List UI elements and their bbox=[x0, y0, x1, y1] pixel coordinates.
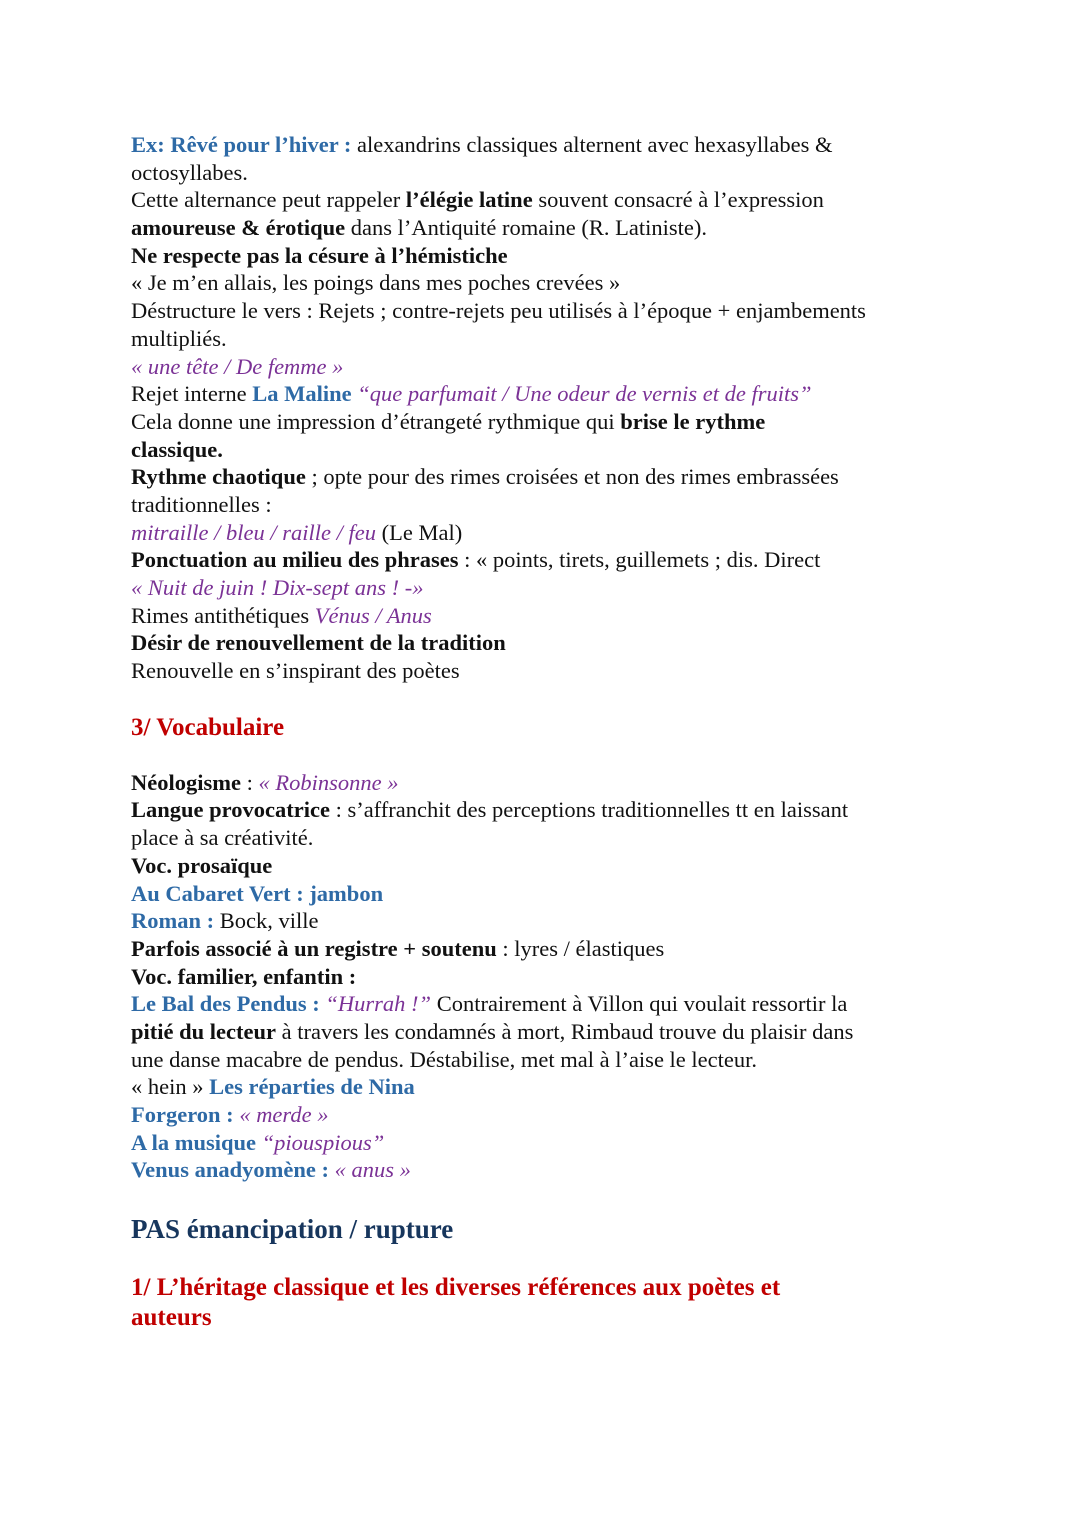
text-line bbox=[131, 769, 961, 797]
poem-title: Au Cabaret Vert : jambon bbox=[131, 880, 384, 906]
text-run: place à sa créativité. bbox=[131, 825, 314, 851]
text-line bbox=[131, 546, 961, 574]
quotation: Vénus / Anus bbox=[314, 602, 432, 628]
text-run: souvent consacré à l’expression bbox=[532, 187, 824, 213]
text-line bbox=[131, 796, 961, 824]
quotation: « Nuit de juin ! Dix-sept ans ! -» bbox=[131, 575, 424, 600]
text-line bbox=[131, 380, 961, 408]
poem-title: La Maline bbox=[252, 381, 352, 407]
text-line bbox=[131, 131, 961, 159]
text-run: Rimes antithétiques bbox=[131, 602, 315, 628]
text-line bbox=[131, 519, 961, 547]
text-run: « Je m’en allais, les poings dans mes poches crevées » bbox=[131, 270, 621, 296]
section-heading-vocabulaire: 3/ Vocabulaire bbox=[131, 713, 285, 741]
quotation: « Robinsonne » bbox=[258, 769, 399, 795]
section-heading-emancipation: PAS émancipation / rupture bbox=[131, 1214, 454, 1245]
text-run: Cette alternance peut rappeler bbox=[131, 187, 406, 213]
text-line bbox=[131, 1101, 961, 1129]
bold-text: classique. bbox=[131, 436, 223, 462]
text-run: multipliés. bbox=[131, 325, 227, 351]
text-line bbox=[131, 657, 961, 685]
text-line bbox=[131, 1156, 961, 1184]
section-heading-heritage bbox=[131, 1273, 961, 1333]
bold-text: Désir de renouvellement de la tradition bbox=[131, 630, 506, 656]
text-run: traditionnelles : bbox=[131, 491, 272, 517]
poem-title: Forgeron : bbox=[131, 1102, 234, 1127]
poem-title: Le Bal des Pendus : bbox=[131, 991, 320, 1017]
text-line bbox=[131, 408, 961, 436]
text-run: ; opte pour des rimes croisées et non des rimes embrassées bbox=[305, 464, 839, 490]
text-line bbox=[131, 463, 961, 491]
text-line bbox=[131, 935, 961, 963]
text-line bbox=[131, 1073, 961, 1101]
poem-title: A la musique bbox=[131, 1129, 257, 1155]
text-line bbox=[131, 963, 961, 991]
text-line bbox=[131, 629, 961, 657]
bold-text: Parfois associé à un registre + soutenu bbox=[131, 935, 497, 961]
bold-text: Ne respecte pas la césure à l’hémistiche bbox=[131, 242, 508, 268]
quotation: « merde » bbox=[233, 1102, 329, 1127]
bold-text: Voc. familier, enfantin : bbox=[131, 963, 357, 989]
quotation: « une tête / De femme » bbox=[131, 353, 344, 379]
poem-title: Venus anadyomène : bbox=[131, 1157, 329, 1183]
heading-line: 1/ L’héritage classique et les diverses références aux poètes et bbox=[131, 1274, 781, 1302]
text-line bbox=[131, 1129, 961, 1157]
bold-text: l’élégie latine bbox=[405, 187, 533, 213]
text-line bbox=[131, 353, 961, 381]
text-run: : lyres / élastiques bbox=[496, 935, 665, 961]
bold-text: pitié du lecteur bbox=[131, 1018, 276, 1044]
text-run: (Le Mal) bbox=[375, 519, 463, 545]
text-line bbox=[131, 1018, 961, 1046]
poem-title: Ex: Rêvé pour l’hiver : bbox=[131, 132, 352, 157]
text-line bbox=[131, 1046, 961, 1074]
text-line bbox=[131, 436, 961, 464]
text-run: à travers les condamnés à mort, Rimbaud trouve du plaisir dans bbox=[275, 1018, 854, 1044]
text-line bbox=[131, 297, 961, 325]
text-run: Bock, ville bbox=[214, 908, 319, 934]
text-line bbox=[131, 574, 961, 602]
bold-text: Ponctuation au milieu des phrases bbox=[131, 547, 459, 573]
text-line bbox=[131, 852, 961, 880]
bold-text: brise le rythme bbox=[620, 408, 766, 434]
text-run: Déstructure le vers : Rejets ; contre-rejets peu utilisés à l’époque + enjambements bbox=[131, 298, 866, 324]
poem-title: Roman : bbox=[131, 908, 215, 934]
text-run: : s’affranchit des perceptions traditionnelles tt en laissant bbox=[329, 797, 849, 823]
text-line bbox=[131, 491, 961, 519]
bold-text: Voc. prosaïque bbox=[131, 852, 273, 878]
text-line bbox=[131, 186, 961, 214]
text-run: « hein » bbox=[131, 1074, 210, 1100]
text-run: : bbox=[240, 769, 259, 795]
text-line bbox=[131, 990, 961, 1018]
text-line bbox=[131, 325, 961, 353]
text-run: Contrairement à Villon qui voulait ressortir la bbox=[431, 991, 848, 1017]
quotation: “Hurrah !” bbox=[319, 991, 432, 1017]
quotation: “que parfumait / Une odeur de vernis et de fruits” bbox=[351, 381, 812, 407]
poem-title: Les réparties de Nina bbox=[209, 1074, 415, 1100]
text-line bbox=[131, 159, 961, 187]
text-line bbox=[131, 242, 961, 270]
text-line bbox=[131, 269, 961, 297]
heading-line: auteurs bbox=[131, 1304, 212, 1332]
text-run: Rejet interne bbox=[131, 381, 253, 407]
text-run: alexandrins classiques alternent avec hexasyllabes & bbox=[351, 132, 833, 157]
text-block-vocabulaire bbox=[131, 769, 961, 1184]
text-line bbox=[131, 880, 961, 908]
text-line bbox=[131, 602, 961, 630]
quotation: mitraille / bleu / raille / feu bbox=[131, 519, 376, 545]
text-run: Renouvelle en s’inspirant des poètes bbox=[131, 658, 460, 684]
bold-text: Rythme chaotique bbox=[131, 464, 306, 490]
bold-text: Langue provocatrice bbox=[131, 797, 330, 823]
text-line bbox=[131, 824, 961, 852]
text-line bbox=[131, 214, 961, 242]
document-page bbox=[131, 131, 961, 1333]
text-run: une danse macabre de pendus. Déstabilise, met mal à l’aise le lecteur. bbox=[131, 1046, 758, 1072]
text-run: octosyllabes. bbox=[131, 159, 248, 185]
text-block-versification bbox=[131, 131, 961, 685]
text-run: : « points, tirets, guillemets ; dis. Direct bbox=[458, 547, 821, 573]
text-line bbox=[131, 907, 961, 935]
bold-text: amoureuse & érotique bbox=[131, 215, 346, 241]
bold-text: Néologisme bbox=[131, 769, 241, 795]
quotation: “piouspious” bbox=[256, 1129, 385, 1155]
quotation: « anus » bbox=[328, 1157, 411, 1183]
text-run: Cela donne une impression d’étrangeté rythmique qui bbox=[131, 408, 621, 434]
text-run: dans l’Antiquité romaine (R. Latiniste). bbox=[345, 215, 707, 241]
